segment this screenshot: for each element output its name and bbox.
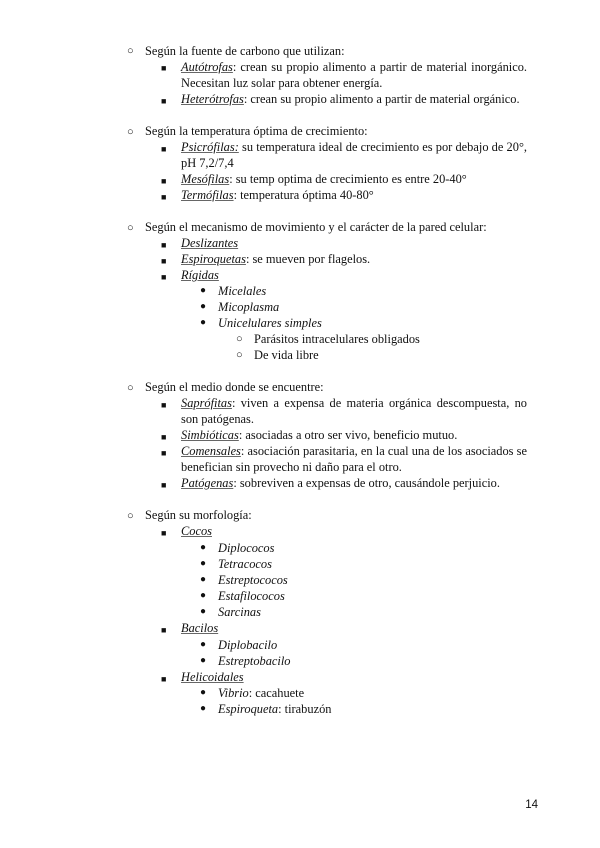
term: Mesófilas — [181, 172, 230, 186]
hollow-circle-bullet-icon: ○ — [236, 349, 243, 361]
disc-bullet-icon: ● — [200, 639, 207, 650]
hollow-circle-bullet-icon: ○ — [127, 126, 134, 138]
square-bullet-icon: ■ — [161, 448, 167, 458]
term: Autótrofas — [181, 60, 233, 74]
term: Vibrio — [218, 686, 249, 700]
list-item — [181, 523, 527, 539]
list-item — [181, 171, 527, 187]
list-item: Tetracocos — [218, 557, 272, 571]
list-item — [181, 427, 527, 443]
list-item: Micelales — [218, 284, 267, 298]
list-item — [181, 187, 527, 203]
list-item — [181, 235, 527, 251]
definition: su temperatura ideal de crecimiento es por debajo de 20°, pH 7,2/7,4 — [181, 140, 527, 170]
square-bullet-icon: ■ — [161, 674, 167, 684]
term: Espiroquetas — [181, 252, 246, 266]
term: Patógenas — [181, 476, 234, 490]
list-item — [181, 267, 527, 283]
disc-bullet-icon: ● — [200, 301, 207, 312]
disc-bullet-icon: ● — [200, 542, 207, 553]
square-bullet-icon: ■ — [161, 400, 167, 410]
definition: : se mueven por flagelos. — [245, 252, 371, 266]
list-item: De vida libre — [254, 348, 319, 362]
section-heading: Según su morfología: — [145, 508, 252, 522]
definition: : temperatura óptima 40-80° — [233, 188, 374, 202]
term: Helicoidales — [181, 670, 244, 684]
disc-bullet-icon: ● — [200, 687, 207, 698]
hollow-circle-bullet-icon: ○ — [127, 222, 134, 234]
term: Cocos — [181, 524, 212, 538]
term: Rígidas — [181, 268, 219, 282]
hollow-circle-bullet-icon: ○ — [127, 382, 134, 394]
definition: : viven a expensa de materia orgánica descompuesta, no son patógenas. — [181, 396, 527, 426]
list-item — [181, 139, 527, 171]
square-bullet-icon: ■ — [161, 256, 167, 266]
square-bullet-icon: ■ — [161, 272, 167, 282]
definition: : asociación parasitaria, en la cual una de los asociados se benefician sin provecho ni daño para el otro. — [181, 444, 527, 474]
list-item: Diplococos — [218, 541, 275, 555]
disc-bullet-icon: ● — [200, 655, 207, 666]
list-item — [181, 251, 527, 267]
section-heading: Según la fuente de carbono que utilizan: — [145, 44, 345, 58]
list-item: Diplobacilo — [218, 638, 278, 652]
list-item — [181, 443, 527, 475]
list-item: Estreptococos — [218, 573, 288, 587]
list-item — [181, 475, 527, 491]
definition: : crean su propio alimento a partir de material inorgánico. Necesitan luz solar para obtener energía. — [181, 60, 527, 90]
hollow-circle-bullet-icon: ○ — [236, 333, 243, 345]
square-bullet-icon: ■ — [161, 240, 167, 250]
list-item: Estafilococos — [218, 589, 285, 603]
term: Simbióticas — [181, 428, 239, 442]
definition: : sobreviven a expensas de otro, causándole perjuicio. — [233, 476, 500, 490]
list-item — [181, 620, 527, 636]
term: Termófilas — [181, 188, 234, 202]
disc-bullet-icon: ● — [200, 703, 207, 714]
term: Bacilos — [181, 621, 219, 635]
list-item — [181, 395, 527, 427]
hollow-circle-bullet-icon: ○ — [127, 45, 134, 57]
list-item: Parásitos intracelulares obligados — [254, 332, 420, 346]
list-item — [218, 685, 528, 701]
disc-bullet-icon: ● — [200, 606, 207, 617]
term: Heterótrofas — [181, 92, 244, 106]
list-item — [181, 59, 527, 91]
list-item: Estreptobacilo — [218, 654, 291, 668]
section-heading: Según la temperatura óptima de crecimiento: — [145, 124, 368, 138]
square-bullet-icon: ■ — [161, 625, 167, 635]
term: Espiroqueta — [218, 702, 279, 716]
square-bullet-icon: ■ — [161, 176, 167, 186]
disc-bullet-icon: ● — [200, 317, 207, 328]
definition: : su temp optima de crecimiento es entre 20-40° — [229, 172, 467, 186]
section-heading: Según el medio donde se encuentre: — [145, 380, 324, 394]
definition: : tirabuzón — [278, 702, 332, 716]
disc-bullet-icon: ● — [200, 574, 207, 585]
definition: : asociadas a otro ser vivo, beneficio mutuo. — [238, 428, 458, 442]
hollow-circle-bullet-icon: ○ — [127, 510, 134, 522]
disc-bullet-icon: ● — [200, 590, 207, 601]
square-bullet-icon: ■ — [161, 144, 167, 154]
term: Saprófitas — [181, 396, 232, 410]
definition: : crean su propio alimento a partir de material orgánico. — [243, 92, 520, 106]
square-bullet-icon: ■ — [161, 63, 167, 73]
list-item — [181, 91, 527, 107]
square-bullet-icon: ■ — [161, 432, 167, 442]
term: Psicrófilas: — [181, 140, 239, 154]
definition: : cacahuete — [248, 686, 305, 700]
page-number: 14 — [525, 799, 538, 811]
section-heading: Según el mecanismo de movimiento y el carácter de la pared celular: — [145, 220, 487, 234]
square-bullet-icon: ■ — [161, 192, 167, 202]
disc-bullet-icon: ● — [200, 285, 207, 296]
list-item: Unicelulares simples — [218, 316, 322, 330]
square-bullet-icon: ■ — [161, 96, 167, 106]
square-bullet-icon: ■ — [161, 480, 167, 490]
term: Deslizantes — [181, 236, 239, 250]
list-item — [181, 669, 527, 685]
disc-bullet-icon: ● — [200, 558, 207, 569]
list-item: Micoplasma — [218, 300, 280, 314]
list-item — [218, 701, 528, 717]
term: Comensales — [181, 444, 241, 458]
list-item: Sarcinas — [218, 605, 261, 619]
square-bullet-icon: ■ — [161, 528, 167, 538]
